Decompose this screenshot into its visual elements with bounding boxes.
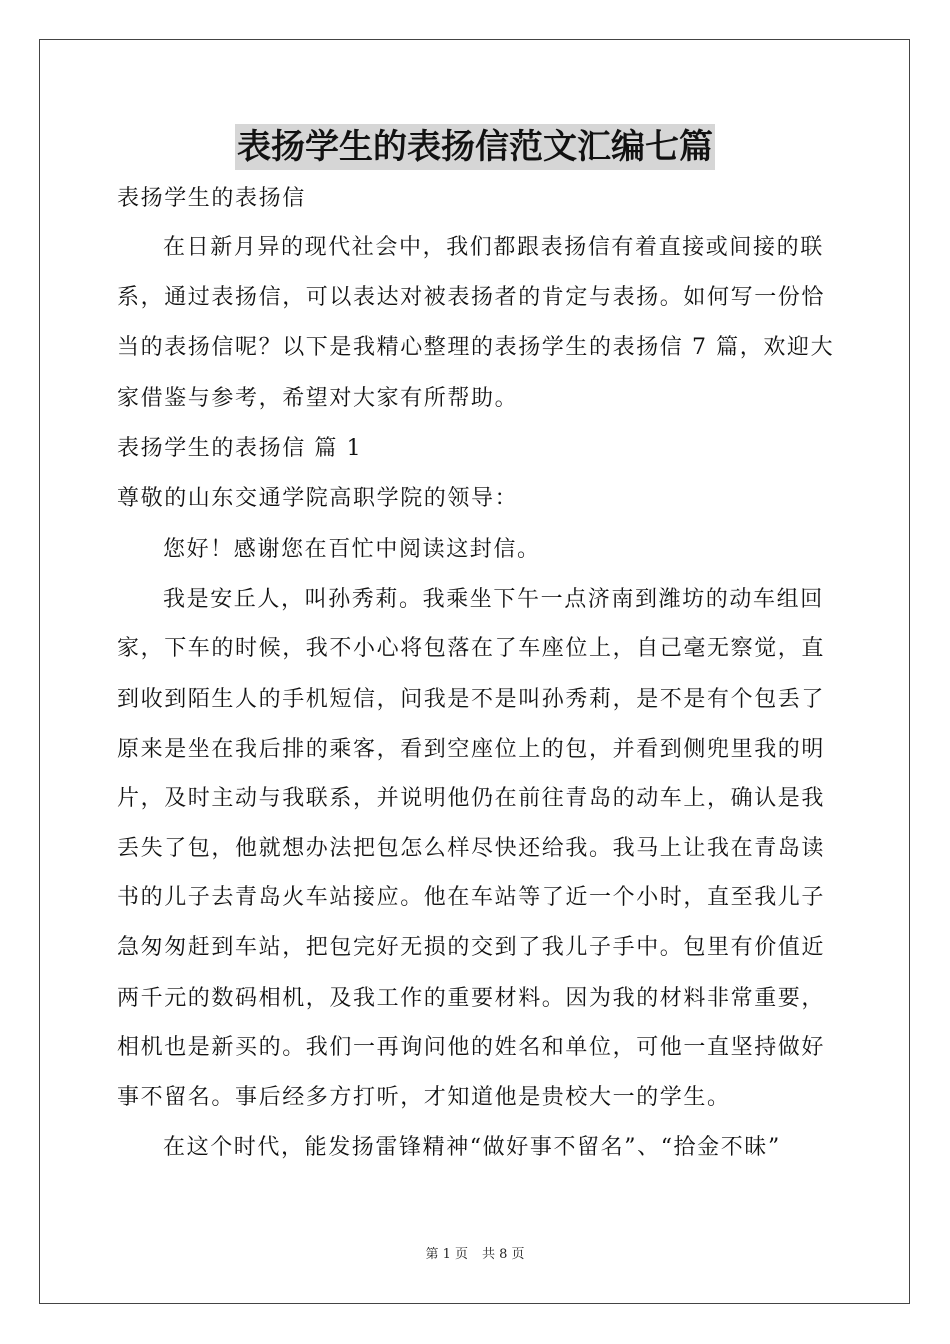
salutation-line: 尊敬的山东交通学院高职学院的领导： [117, 486, 519, 511]
paragraph-line: 到收到陌生人的手机短信，问我是不是叫孙秀莉，是不是有个包丢了 [117, 687, 826, 712]
page-total: 共 8 页 [482, 1247, 525, 1262]
paragraph-line: 急匆匆赶到车站，把包完好无损的交到了我儿子手中。包里有价值近 [117, 935, 826, 960]
paragraph-line: 您好！感谢您在百忙中阅读这封信。 [163, 537, 541, 562]
page-footer [0, 1246, 950, 1264]
section-heading: 表扬学生的表扬信 篇 1 [117, 436, 363, 461]
paragraph-line: 片，及时主动与我联系，并说明他仍在前往青岛的动车上，确认是我 [117, 786, 826, 811]
subtitle-line: 表扬学生的表扬信 [117, 186, 306, 211]
paragraph-line: 当的表扬信呢？以下是我精心整理的表扬学生的表扬信 7 篇，欢迎大 [117, 335, 835, 360]
paragraph-line: 家，下车的时候，我不小心将包落在了车座位上，自己毫无察觉，直 [117, 636, 826, 661]
paragraph-line: 家借鉴与参考，希望对大家有所帮助。 [117, 386, 519, 411]
title-container [0, 124, 950, 170]
paragraph-line: 事不留名。事后经多方打听，才知道他是贵校大一的学生。 [117, 1085, 731, 1110]
paragraph-line: 书的儿子去青岛火车站接应。他在车站等了近一个小时，直至我儿子 [117, 885, 826, 910]
paragraph-line: 在日新月异的现代社会中，我们都跟表扬信有着直接或间接的联 [163, 235, 824, 260]
paragraph-line: 原来是坐在我后排的乘客，看到空座位上的包，并看到侧兜里我的明 [117, 737, 826, 762]
paragraph-line: 丢失了包，他就想办法把包怎么样尽快还给我。我马上让我在青岛读 [117, 836, 826, 861]
document-title: 表扬学生的表扬信范文汇编七篇 [235, 124, 715, 170]
paragraph-line: 两千元的数码相机，及我工作的重要材料。因为我的材料非常重要， [117, 986, 826, 1011]
paragraph-line: 我是安丘人，叫孙秀莉。我乘坐下午一点济南到潍坊的动车组回 [163, 587, 824, 612]
paragraph-line: 相机也是新买的。我们一再询问他的姓名和单位，可他一直坚持做好 [117, 1035, 826, 1060]
page-number: 第 1 页 [425, 1247, 468, 1262]
paragraph-line: 系，通过表扬信，可以表达对被表扬者的肯定与表扬。如何写一份恰 [117, 285, 826, 310]
page-border [39, 39, 910, 1304]
paragraph-line: 在这个时代，能发扬雷锋精神“做好事不留名”、“拾金不昧” [163, 1135, 781, 1160]
